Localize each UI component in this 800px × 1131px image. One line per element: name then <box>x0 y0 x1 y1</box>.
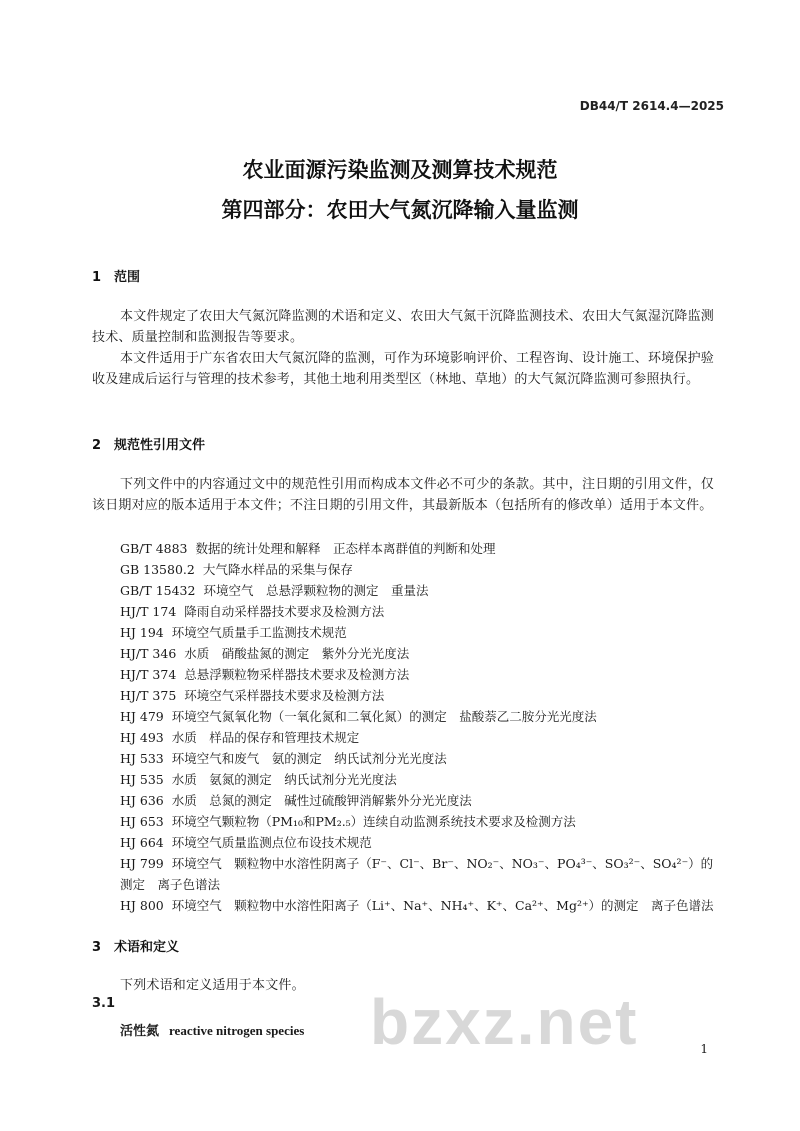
reference-title: 环境空气 总悬浮颗粒物的测定 重量法 <box>203 583 429 598</box>
reference-title: 数据的统计处理和解释 正态样本离群值的判断和处理 <box>195 541 496 556</box>
section3-title: 术语和定义 <box>114 940 180 955</box>
reference-item <box>92 706 724 727</box>
reference-title: 环境空气 颗粒物中水溶性阴离子（F⁻、Cl⁻、Br⁻、NO₂⁻、NO₃⁻、PO₄³⁻、SO₃²⁻、SO₄²⁻）的测定 离子色谱法 <box>120 856 714 892</box>
reference-code: HJ 533 <box>120 751 164 766</box>
section2-number: 2 <box>92 438 102 453</box>
reference-title: 总悬浮颗粒物采样器技术要求及检测方法 <box>184 667 410 682</box>
reference-title: 水质 样品的保存和管理技术规定 <box>171 730 360 745</box>
reference-item <box>92 601 724 622</box>
reference-title: 降雨自动采样器技术要求及检测方法 <box>184 604 385 619</box>
section2-heading <box>92 434 205 453</box>
reference-item <box>92 769 724 790</box>
reference-item <box>92 664 724 685</box>
reference-list <box>92 538 724 916</box>
reference-code: HJ 636 <box>120 793 164 808</box>
reference-item <box>92 559 724 580</box>
reference-code: HJ 493 <box>120 730 164 745</box>
reference-item <box>92 790 724 811</box>
reference-code: HJ/T 346 <box>120 646 177 661</box>
reference-title: 水质 氨氮的测定 纳氏试剂分光光度法 <box>171 772 397 787</box>
section1-heading <box>92 266 140 285</box>
section3-intro: 下列术语和定义适用于本文件。 <box>120 978 305 993</box>
reference-title: 环境空气质量监测点位布设技术规范 <box>171 835 372 850</box>
section3-number: 3 <box>92 940 102 955</box>
reference-item <box>92 727 724 748</box>
reference-title: 环境空气 颗粒物中水溶性阳离子（Li⁺、Na⁺、NH₄⁺、K⁺、Ca²⁺、Mg²⁺）的测定 离子色谱法 <box>171 898 714 913</box>
reference-code: HJ 799 <box>120 856 164 871</box>
reference-item <box>92 811 724 832</box>
reference-item <box>92 832 724 853</box>
reference-item <box>92 685 724 706</box>
section1-number: 1 <box>92 270 102 285</box>
reference-code: HJ 535 <box>120 772 164 787</box>
reference-title: 环境空气采样器技术要求及检测方法 <box>184 688 385 703</box>
reference-title: 大气降水样品的采集与保存 <box>202 562 353 577</box>
reference-item <box>92 853 724 895</box>
reference-item <box>92 538 724 559</box>
section3-heading <box>92 936 179 955</box>
reference-title: 环境空气质量手工监测技术规范 <box>171 625 347 640</box>
reference-code: HJ 194 <box>120 625 164 640</box>
reference-item <box>92 580 724 601</box>
reference-code: GB 13580.2 <box>120 562 195 577</box>
watermark: bzxz.net <box>370 986 639 1058</box>
reference-code: HJ 653 <box>120 814 164 829</box>
section1-paragraph1: 本文件规定了农田大气氮沉降监测的术语和定义、农田大气氮干沉降监测技术、农田大气氮湿沉降监测技术、质量控制和监测报告等要求。 <box>92 309 715 345</box>
document-title-line2: 第四部分：农田大气氮沉降输入量监测 <box>221 198 579 222</box>
page-number: 1 <box>700 1042 708 1056</box>
reference-code: HJ 479 <box>120 709 164 724</box>
reference-code: GB/T 15432 <box>120 583 196 598</box>
reference-item <box>92 622 724 643</box>
subsection-number: 3.1 <box>92 996 116 1011</box>
reference-code: HJ 800 <box>120 898 164 913</box>
reference-title: 水质 总氮的测定 碱性过硫酸钾消解紫外分光光度法 <box>171 793 472 808</box>
standard-code: DB44/T 2614.4—2025 <box>579 99 724 113</box>
section1-paragraph2: 本文件适用于广东省农田大气氮沉降的监测，可作为环境影响评价、工程咨询、设计施工、环境保护验收及建成后运行与管理的技术参考，其他土地利用类型区（林地、草地）的大气氮沉降监测可参照执行。 <box>92 351 715 387</box>
section1-title: 范围 <box>114 270 141 285</box>
reference-code: HJ 664 <box>120 835 164 850</box>
term-english: reactive nitrogen species <box>169 1023 305 1038</box>
section2-title: 规范性引用文件 <box>114 438 206 453</box>
reference-title: 环境空气氮氧化物（一氧化氮和二氧化氮）的测定 盐酸萘乙二胺分光光度法 <box>171 709 597 724</box>
reference-code: HJ/T 375 <box>120 688 177 703</box>
reference-item <box>92 748 724 769</box>
reference-code: HJ/T 174 <box>120 604 177 619</box>
reference-title: 环境空气和废气 氨的测定 纳氏试剂分光光度法 <box>171 751 447 766</box>
reference-title: 水质 硝酸盐氮的测定 紫外分光光度法 <box>184 646 410 661</box>
reference-item <box>92 643 724 664</box>
reference-code: GB/T 4883 <box>120 541 188 556</box>
term-chinese: 活性氮 <box>120 1024 160 1039</box>
reference-item <box>92 895 724 916</box>
reference-code: HJ/T 374 <box>120 667 177 682</box>
section2-intro: 下列文件中的内容通过文中的规范性引用而构成本文件必不可少的条款。其中，注日期的引用文件，仅该日期对应的版本适用于本文件；不注日期的引用文件，其最新版本（包括所有的修改单）适用于本文件。 <box>92 477 715 513</box>
document-title-line1: 农业面源污染监测及测算技术规范 <box>242 158 558 182</box>
term-entry <box>120 1020 304 1039</box>
reference-title: 环境空气颗粒物（PM₁₀和PM₂.₅）连续自动监测系统技术要求及检测方法 <box>171 814 576 829</box>
